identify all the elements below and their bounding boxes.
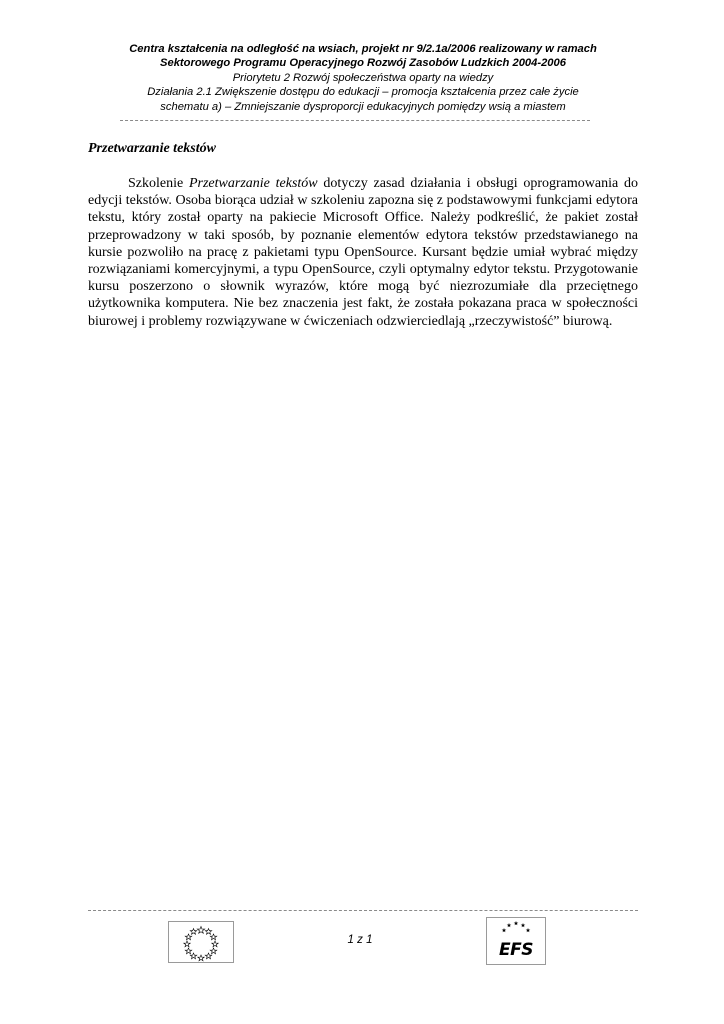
footer-divider	[88, 910, 638, 911]
header-line-5: schematu a) – Zmniejszanie dysproporcji edukacyjnych pomiędzy wsią a miastem	[160, 100, 566, 113]
eu-stars-flag-icon	[168, 921, 234, 963]
header-line-2: Sektorowego Programu Operacyjnego Rozwój Zasobów Ludzkich 2004-2006	[160, 57, 566, 70]
efs-logo-text: EFS	[499, 940, 533, 960]
header-divider	[120, 120, 590, 121]
header-line-1: Centra kształcenia na odległość na wsiach, projekt nr 9/2.1a/2006 realizowany w ramach	[129, 43, 597, 55]
header-line-3: Priorytetu 2 Rozwój społeczeństwa oparty na wiedzy	[232, 71, 494, 84]
section-title: Przetwarzanie tekstów	[88, 141, 216, 156]
paragraph-lead: Szkolenie	[128, 176, 189, 191]
document-header	[88, 42, 638, 114]
body-paragraph	[88, 175, 638, 330]
header-line-4: Działania 2.1 Zwiększenie dostępu do edukacji – promocja kształcenia przez całe życie	[147, 86, 579, 99]
page-number: 1 z 1	[347, 934, 373, 946]
efs-logo-icon	[486, 917, 546, 965]
paragraph-rest: dotyczy zasad działania i obsługi oprogramowania do edycji tekstów. Osoba biorąca udział w szkoleniu zapozna się z podstawowymi funkcjami edytora tekstu, który został oparty na pakiecie Microsoft Office. Należy podkreślić, że pakiet został przeprowadzony w taki sposób, by poznanie elementów edytora tekstów przedstawianego na kursie pozwoliło na pracę z pakietami typu OpenSource. Kursant będzie umiał wybrać między rozwiązaniami komercyjnymi, a typu OpenSource, czyli optymalny edytor tekstu. Przygotowanie kursu poszerzono o słownik wyrazów, które mogą być niezrozumiałe dla przeciętnego użytkownika komputera. Nie bez znaczenia jest fakt, że została pokazana praca w społeczności biurowej i problemy rozwiązywane w ćwiczeniach odzwierciedlają „rzeczywistość” biurową.	[88, 176, 638, 329]
paragraph-emphasis: Przetwarzanie tekstów	[188, 176, 318, 191]
